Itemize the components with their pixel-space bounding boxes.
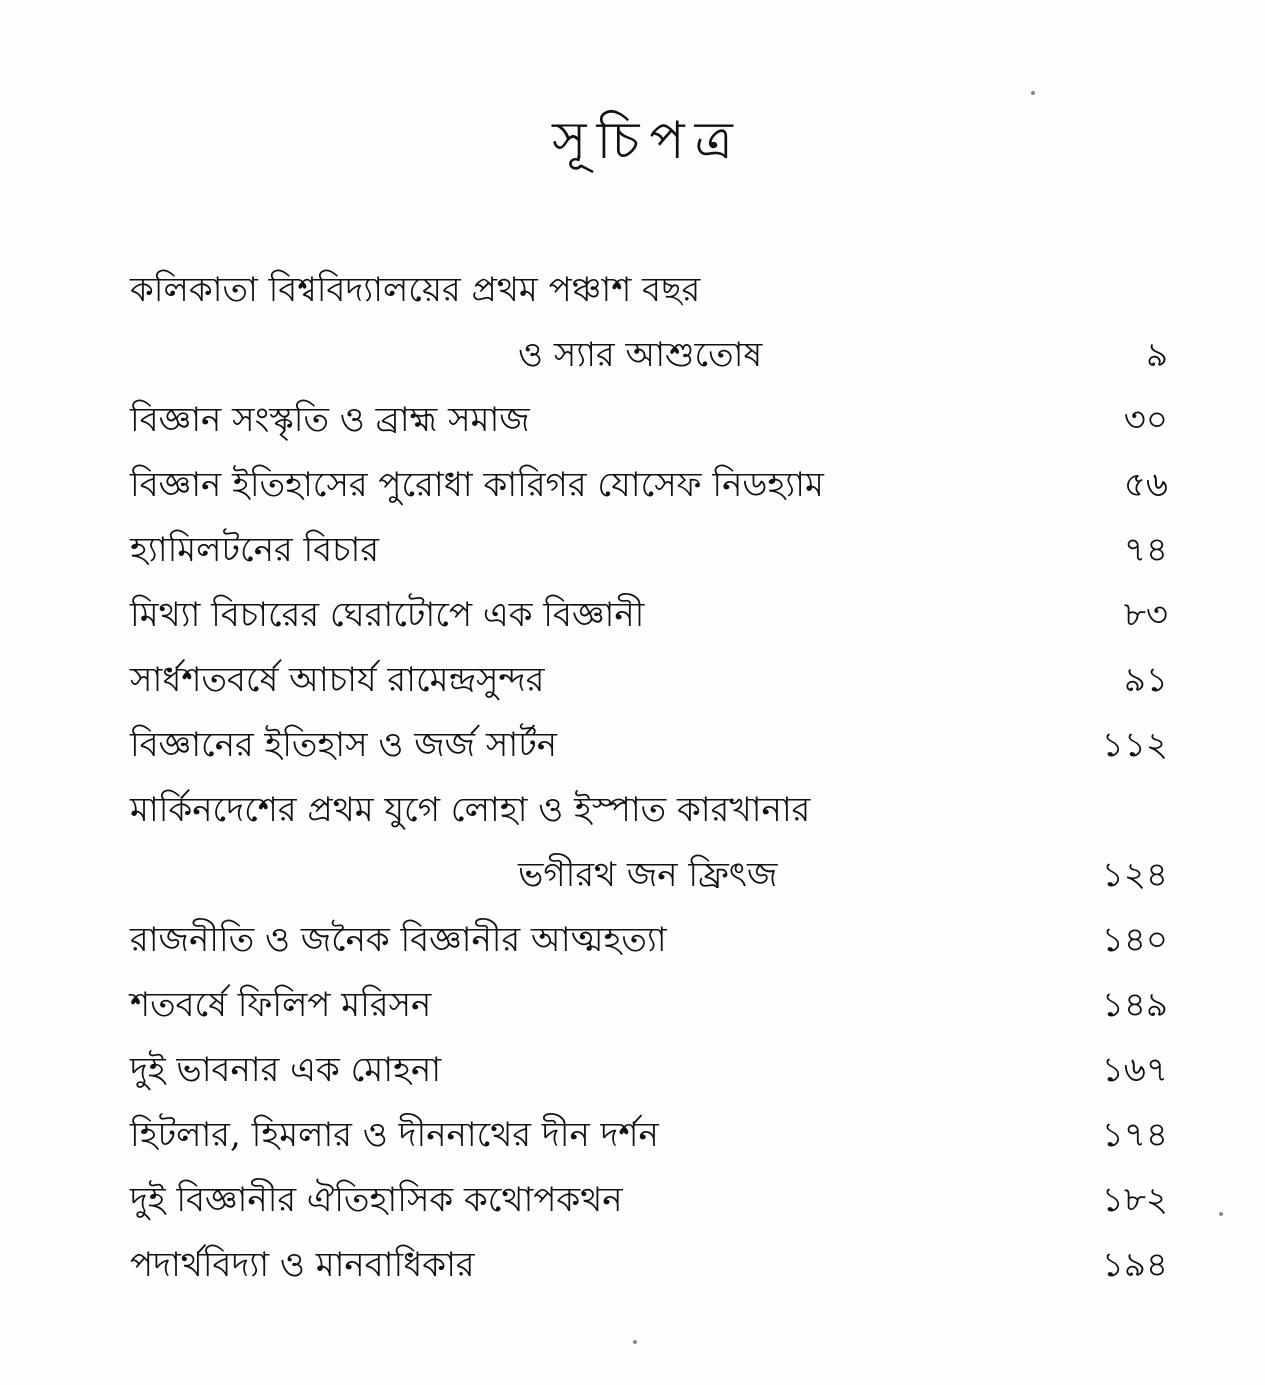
toc-entry bbox=[130, 388, 1180, 453]
paper-speck bbox=[633, 1340, 637, 1344]
toc-page-number: ১৪০ bbox=[1101, 920, 1168, 960]
toc-page-number: ১৪৯ bbox=[1101, 985, 1168, 1025]
toc-entry-continuation bbox=[130, 323, 1180, 388]
toc-entry bbox=[130, 648, 1180, 713]
toc-entry bbox=[130, 518, 1180, 583]
toc-page-number: ১৭৪ bbox=[1101, 1115, 1168, 1155]
toc-page-number: ৩০ bbox=[1123, 400, 1168, 440]
toc-entry bbox=[130, 908, 1180, 973]
toc-entry bbox=[130, 1103, 1180, 1168]
toc-page-number: ৮৩ bbox=[1123, 595, 1168, 635]
toc-entry-title: মার্কিনদেশের প্রথম যুগে লোহা ও ইস্পাত কারখানার bbox=[130, 790, 811, 830]
toc-page-number: ১৮২ bbox=[1101, 1180, 1168, 1220]
toc-entry bbox=[130, 1168, 1180, 1233]
toc-page-number: ১৬৭ bbox=[1101, 1050, 1168, 1090]
toc-entry-title: বিজ্ঞান সংস্কৃতি ও ব্রাহ্ম সমাজ bbox=[130, 400, 530, 440]
toc-entry-title: কলিকাতা বিশ্ববিদ্যালয়ের প্রথম পঞ্চাশ বছর bbox=[130, 270, 701, 310]
toc-entry-title: দুই ভাবনার এক মোহনা bbox=[130, 1050, 442, 1090]
toc-entry-title: শতবর্ষে ফিলিপ মরিসন bbox=[130, 985, 432, 1025]
toc-page-number: ১২৪ bbox=[1101, 855, 1168, 895]
toc-entry bbox=[130, 258, 1180, 323]
toc-entry-title: বিজ্ঞান ইতিহাসের পুরোধা কারিগর যোসেফ নিডহ্যাম bbox=[130, 465, 824, 505]
toc-entry bbox=[130, 1233, 1180, 1298]
toc-entry-title: দুই বিজ্ঞানীর ঐতিহাসিক কথোপকথন bbox=[130, 1180, 623, 1220]
toc-entry bbox=[130, 973, 1180, 1038]
toc-entry bbox=[130, 453, 1180, 518]
toc-page-number: ৫৬ bbox=[1123, 465, 1168, 505]
toc-entry-continuation bbox=[130, 843, 1180, 908]
toc-page-number: ১১২ bbox=[1101, 725, 1168, 765]
toc-entry-title: হ্যামিলটনের বিচার bbox=[130, 530, 380, 570]
toc-entry-title: রাজনীতি ও জনৈক বিজ্ঞানীর আত্মহত্যা bbox=[130, 920, 667, 960]
toc-entry-title: সার্ধশতবর্ষে আচার্য রামেন্দ্রসুন্দর bbox=[130, 660, 545, 700]
toc-entry bbox=[130, 778, 1180, 843]
toc-entry-title: বিজ্ঞানের ইতিহাস ও জর্জ সার্টন bbox=[130, 725, 558, 765]
paper-speck bbox=[1219, 1212, 1223, 1216]
table-of-contents bbox=[130, 258, 1180, 1298]
toc-entry bbox=[130, 1038, 1180, 1103]
toc-entry-title: ও স্যার আশুতোষ bbox=[518, 335, 763, 375]
toc-page-number: ৭৪ bbox=[1123, 530, 1168, 570]
toc-entry bbox=[130, 713, 1180, 778]
toc-page-number: ৯১ bbox=[1123, 660, 1168, 700]
toc-page-number: ১৯৪ bbox=[1101, 1245, 1168, 1285]
toc-entry-title: মিথ্যা বিচারের ঘেরাটোপে এক বিজ্ঞানী bbox=[130, 595, 645, 635]
toc-entry-title: ভগীরথ জন ফ্রিৎজ bbox=[518, 855, 778, 895]
page-title: সূচিপত্র bbox=[552, 111, 743, 171]
toc-page-number: ৯ bbox=[1145, 335, 1168, 375]
toc-entry-title: হিটলার, হিমলার ও দীননাথের দীন দর্শন bbox=[130, 1115, 659, 1155]
toc-entry bbox=[130, 583, 1180, 648]
toc-entry-title: পদার্থবিদ্যা ও মানবাধিকার bbox=[130, 1245, 475, 1285]
paper-speck bbox=[1031, 91, 1035, 95]
